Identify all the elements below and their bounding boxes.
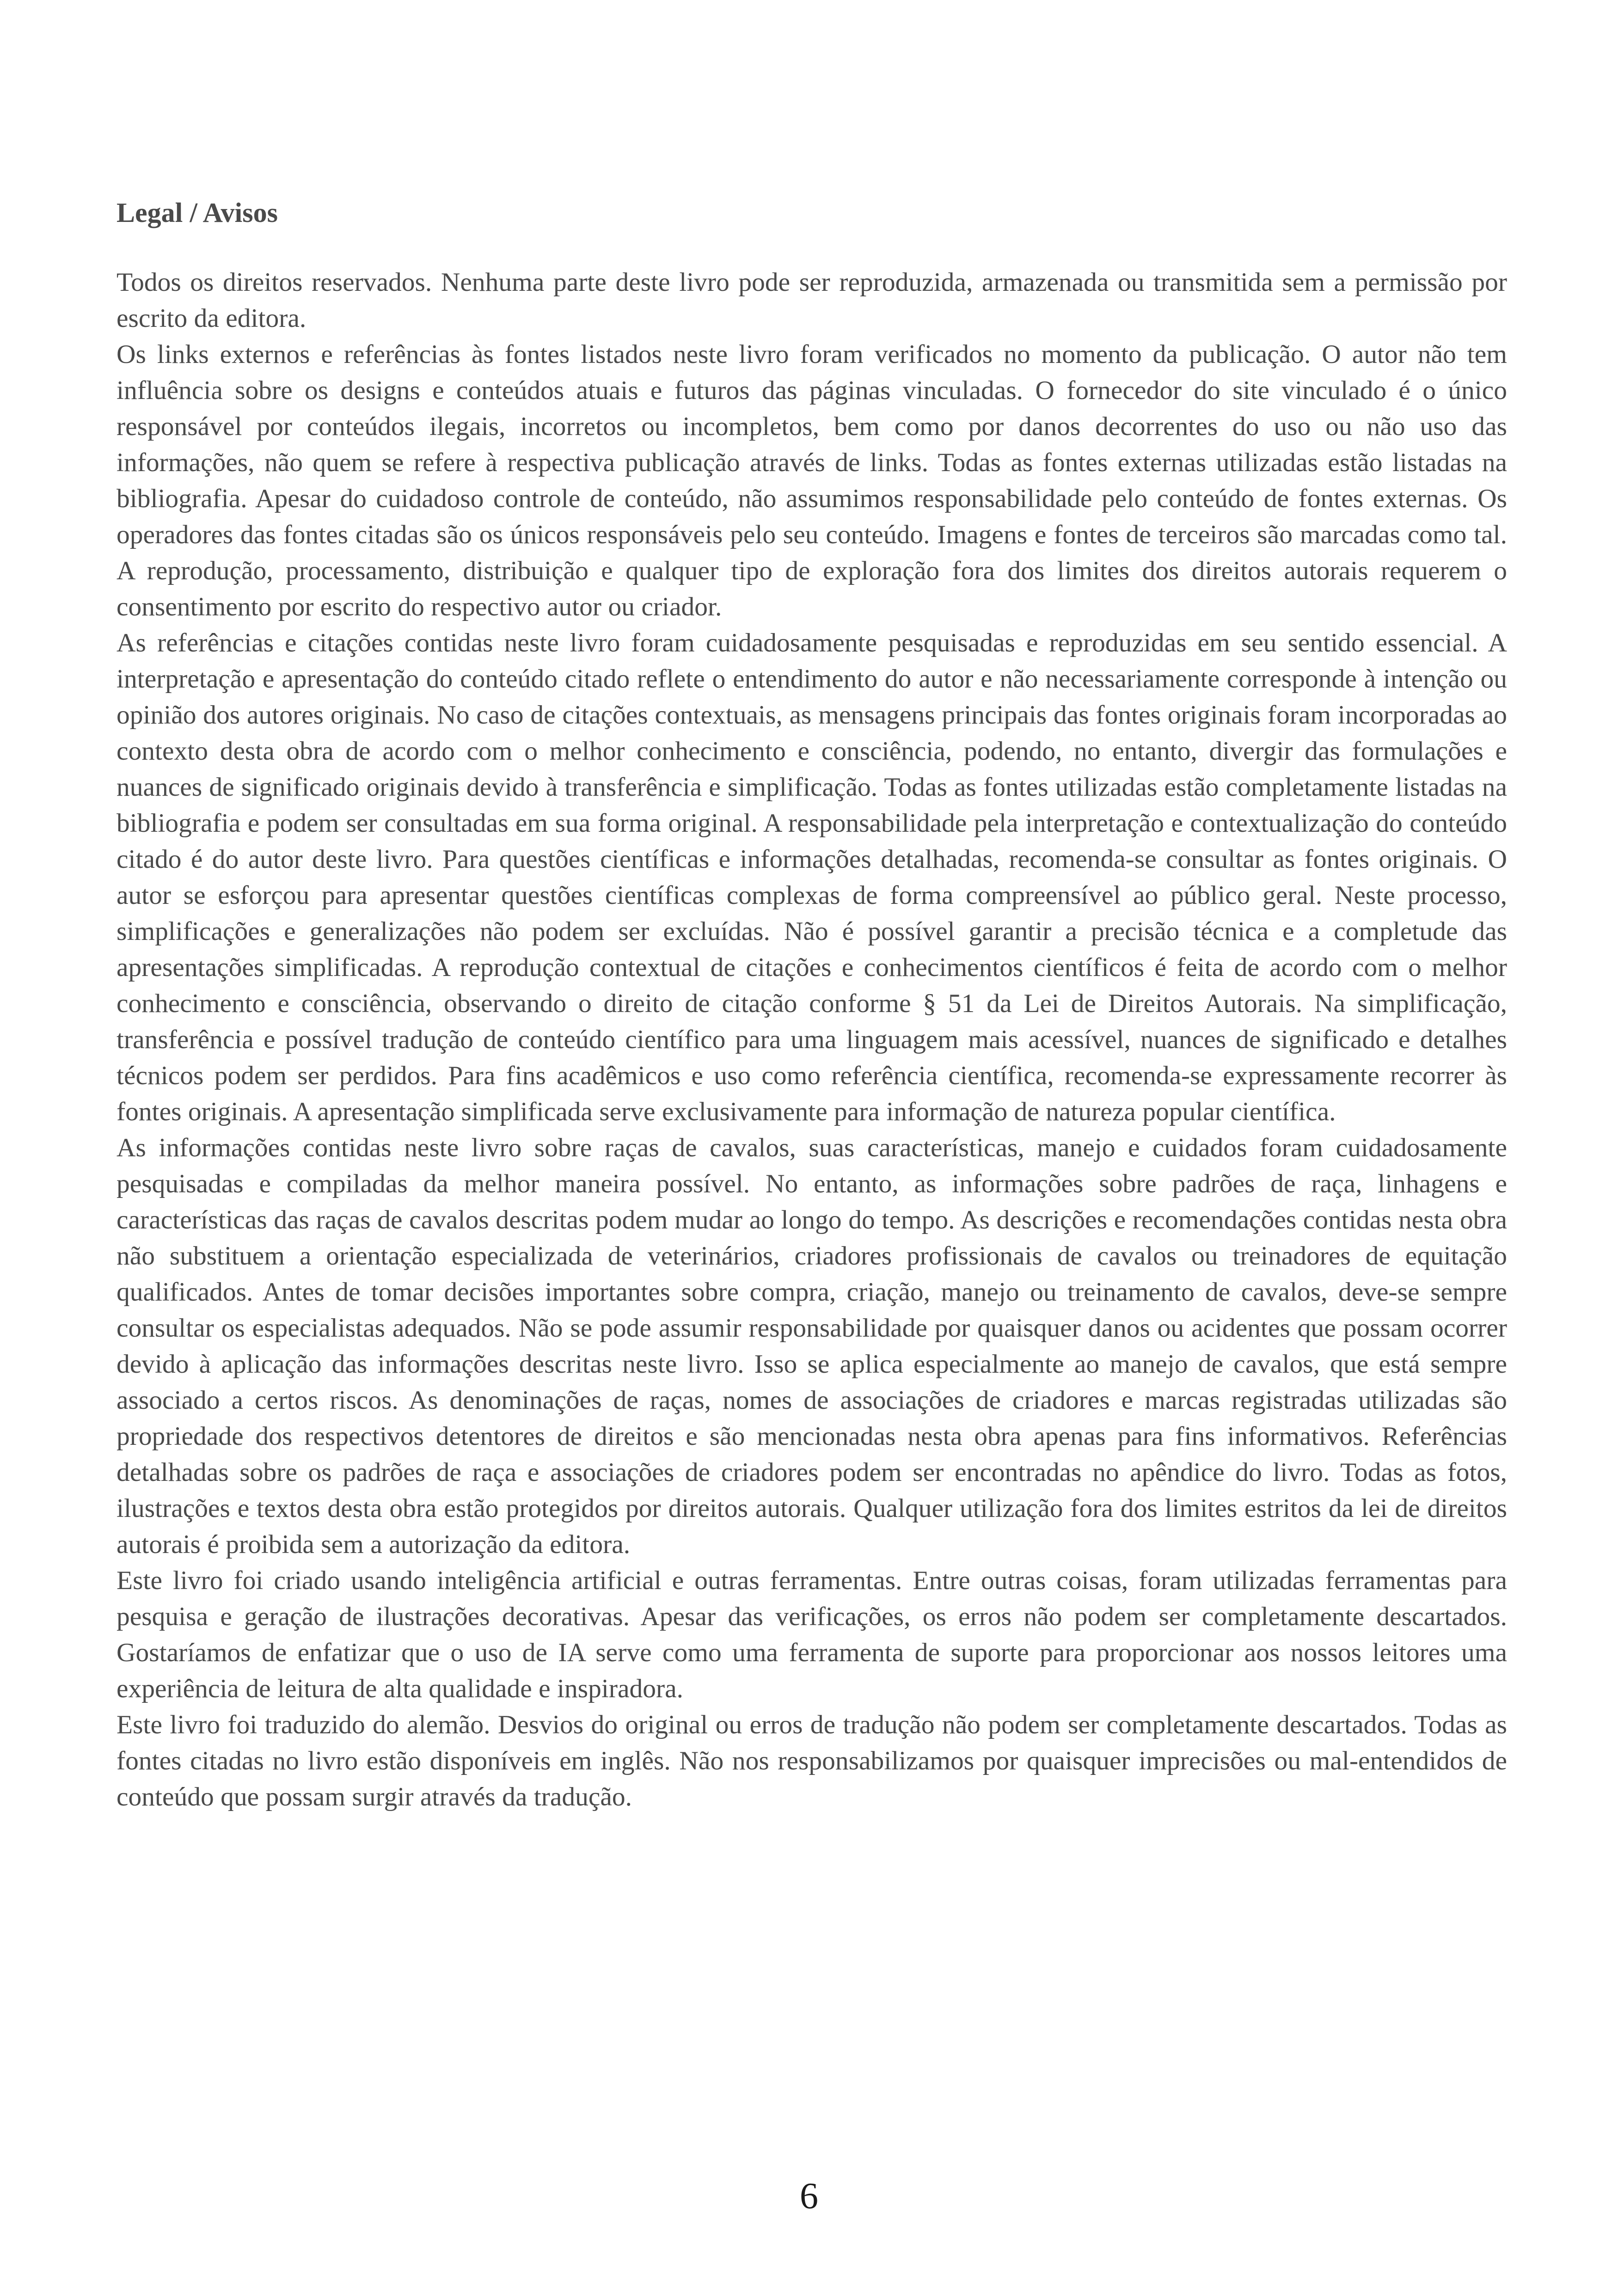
paragraph-translation: Este livro foi traduzido do alemão. Desvios do original ou erros de tradução não podem ser completamente descartados. Todas as fontes citadas no livro estão disponíveis em inglês. Não nos responsabilizamos por quaisquer imprecisões ou mal-entendidos de conteúdo que possam surgir através da tradução. <box>116 1710 1507 1811</box>
page-content <box>116 194 1507 1815</box>
paragraph-ai-usage: Este livro foi criado usando inteligência artificial e outras ferramentas. Entre outras coisas, foram utilizadas ferramentas para pesquisa e geração de ilustrações decorativas. Apesar das verificações, os erros não podem ser completamente descartados. Gostaríamos de enfatizar que o uso de IA serve como uma ferramenta de suporte para proporcionar aos nossos leitores uma experiência de leitura de alta qualidade e inspiradora. <box>116 1566 1507 1703</box>
paragraph-copyright: Todos os direitos reservados. Nenhuma parte deste livro pode ser reproduzida, armazenada ou transmitida sem a permissão por escrito da editora. <box>116 268 1507 333</box>
paragraph-external-links: Os links externos e referências às fontes listados neste livro foram verificados no momento da publicação. O autor não tem influência sobre os designs e conteúdos atuais e futuros das páginas vinculadas. O fornecedor do site vinculado é o único responsável por conteúdos ilegais, incorretos ou incompletos, bem como por danos decorrentes do uso ou não uso das informações, não quem se refere à respectiva publicação através de links. Todas as fontes externas utilizadas estão listadas na bibliografia. Apesar do cuidadoso controle de conteúdo, não assumimos responsabilidade pelo conteúdo de fontes externas. Os operadores das fontes citadas são os únicos responsáveis pelo seu conteúdo. Imagens e fontes de terceiros são marcadas como tal. A reprodução, processamento, distribuição e qualquer tipo de exploração fora dos limites dos direitos autorais requerem o consentimento por escrito do respectivo autor ou criador. <box>116 340 1507 621</box>
page-number: 6 <box>800 2176 818 2216</box>
paragraph-citations: As referências e citações contidas neste livro foram cuidadosamente pesquisadas e reproduzidas em seu sentido essencial. A interpretação e apresentação do conteúdo citado reflete o entendimento do autor e não necessariamente corresponde à intenção ou opinião dos autores originais. No caso de citações contextuais, as mensagens principais das fontes originais foram incorporadas ao contexto desta obra de acordo com o melhor conhecimento e consciência, podendo, no entanto, divergir das formulações e nuances de significado originais devido à transferência e simplificação. Todas as fontes utilizadas estão completamente listadas na bibliografia e podem ser consultadas em sua forma original. A responsabilidade pela interpretação e contextualização do conteúdo citado é do autor deste livro. Para questões científicas e informações detalhadas, recomenda-se consultar as fontes originais. O autor se esforçou para apresentar questões científicas complexas de forma compreensível ao público geral. Neste processo, simplificações e generalizações não podem ser excluídas. Não é possível garantir a precisão técnica e a completude das apresentações simplificadas. A reprodução contextual de citações e conhecimentos científicos é feita de acordo com o melhor conhecimento e consciência, observando o direito de citação conforme § 51 da Lei de Direitos Autorais. Na simplificação, transferência e possível tradução de conteúdo científico para uma linguagem mais acessível, nuances de significado e detalhes técnicos podem ser perdidos. Para fins acadêmicos e uso como referência científica, recomenda-se expressamente recorrer às fontes originais. A apresentação simplificada serve exclusivamente para informação de natureza popular científica. <box>116 628 1507 1126</box>
paragraph-horse-breeds: As informações contidas neste livro sobre raças de cavalos, suas características, manejo e cuidados foram cuidadosamente pesquisadas e compiladas da melhor maneira possível. No entanto, as informações sobre padrões de raça, linhagens e características das raças de cavalos descritas podem mudar ao longo do tempo. As descrições e recomendações contidas nesta obra não substituem a orientação especializada de veterinários, criadores profissionais de cavalos ou treinadores de equitação qualificados. Antes de tomar decisões importantes sobre compra, criação, manejo ou treinamento de cavalos, deve-se sempre consultar os especialistas adequados. Não se pode assumir responsabilidade por quaisquer danos ou acidentes que possam ocorrer devido à aplicação das informações descritas neste livro. Isso se aplica especialmente ao manejo de cavalos, que está sempre associado a certos riscos. As denominações de raças, nomes de associações de criadores e marcas registradas utilizadas são propriedade dos respectivos detentores de direitos e são mencionadas nesta obra apenas para fins informativos. Referências detalhadas sobre os padrões de raça e associações de criadores podem ser encontradas no apêndice do livro. Todas as fotos, ilustrações e textos desta obra estão protegidos por direitos autorais. Qualquer utilização fora dos limites estritos da lei de direitos autorais é proibida sem a autorização da editora. <box>116 1133 1507 1559</box>
section-heading: Legal / Avisos <box>116 197 278 228</box>
